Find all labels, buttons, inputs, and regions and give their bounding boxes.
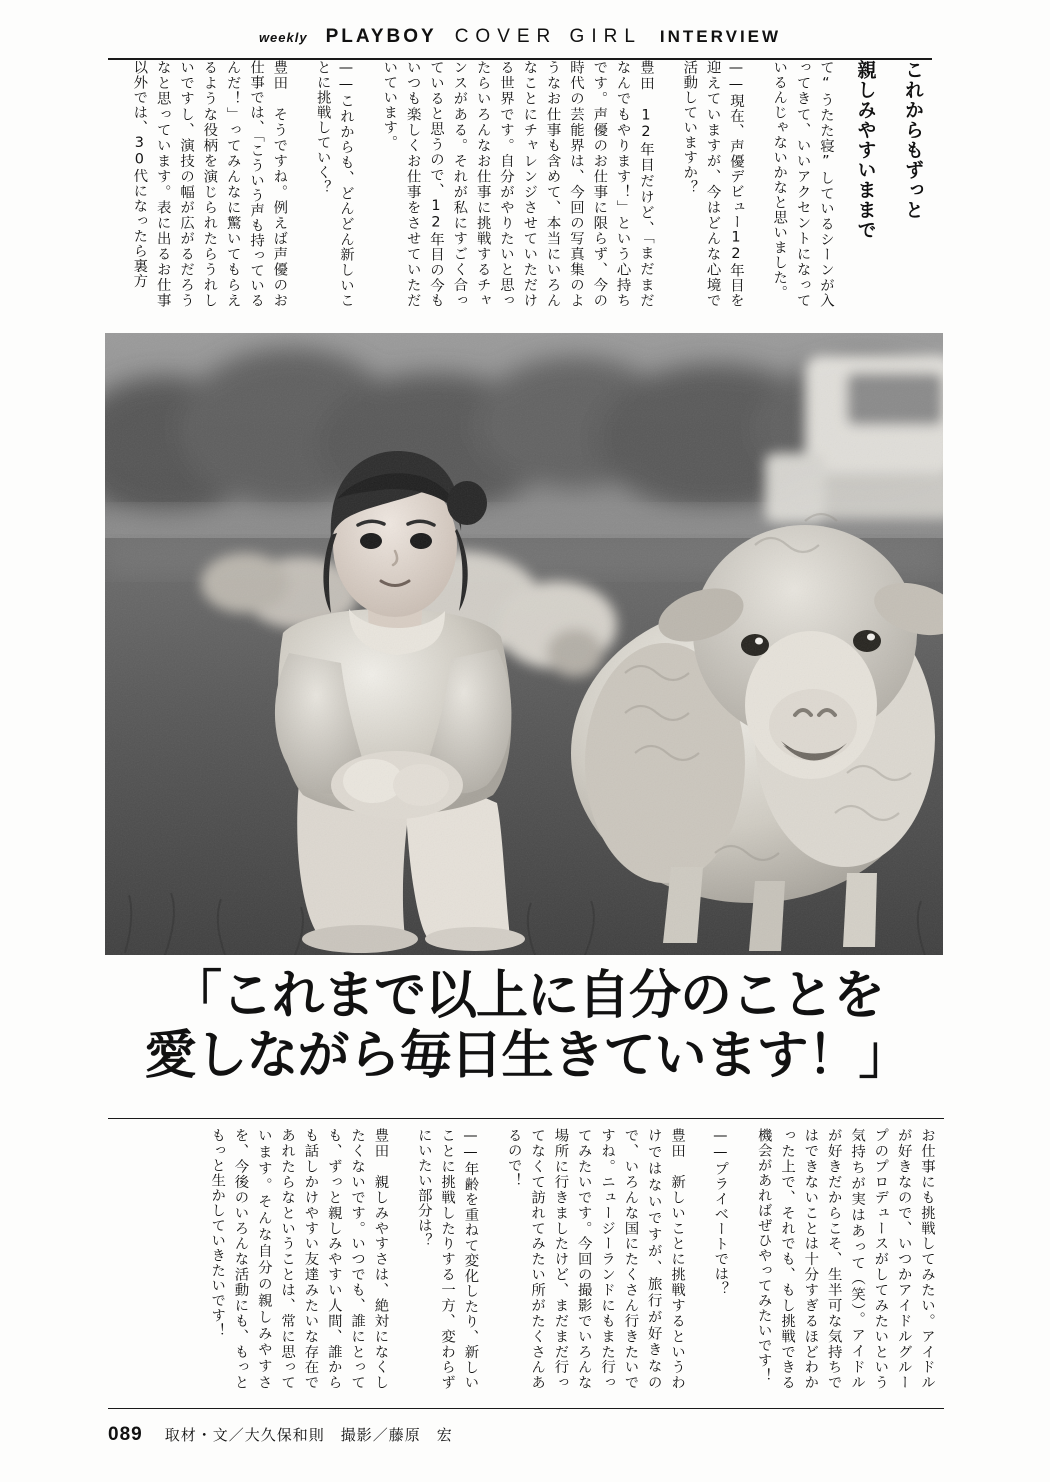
article-column: て“うたた寝”しているシーンが入ってきて、いいアクセントになっているんじゃないかなと思いました。 <box>771 60 834 308</box>
article-column: ——これからも、どんどん新しいことに挑戦していく？ <box>314 60 354 308</box>
masthead-weekly: weekly <box>258 29 308 45</box>
main-photo <box>105 333 943 955</box>
pull-quote-line-2: 愛しながら毎日生きています！」 <box>144 1026 910 1087</box>
page-footer <box>108 1424 453 1446</box>
article-column: お仕事にも挑戦してみたい。アイドルが好きなので、いつかアイドルグループのプロデュースがしてみたいという気持ちが実はあって（笑）。アイドルが好きだからこそ、生半可な気持ちではできないことは十分すぎるほどわかった上で、それでも、もし挑戦できる機会があればぜひやってみたいです！ <box>755 1128 935 1390</box>
article-column: 豊田 12年目だけど、「まだまだなんでもやります！」という心持ちです。声優のお仕事に限らず、今の時代の芸能界は、今回の写真集のようなお仕事も含めて、本当にいろんなことにチャレンジさせていただける世界です。自分がやりたいと思ったらいろんなお仕事に挑戦するチャンスがある。それが私にすごく合っていると思うので、12年目の今もいつも楽しくお仕事をさせていただいています。 <box>381 60 654 308</box>
section-heading-line1: これからもずっと <box>902 60 924 220</box>
article-column: 豊田 そうですね。例えば声優のお仕事では、「こういう声も持っているんだ！」ってみんなに驚いてもらえるような役柄を演じられたらうれしいですし、演技の幅が広がるだろうなと思っています。表に出るお仕事以外では、30代になったら裏方 <box>131 60 288 308</box>
masthead-interview: INTERVIEW <box>659 27 782 46</box>
top-article-columns <box>108 60 932 310</box>
photo-illustration <box>105 333 943 955</box>
masthead-playboy: PLAYBOY <box>325 26 437 47</box>
divider-top <box>108 1118 944 1119</box>
article-column: ——現在、声優デビュー12年目を迎えていますが、今はどんな心境で活動していますか？ <box>681 60 744 308</box>
article-column: 豊田 新しいことに挑戦するというわけではないですが、旅行が好きなので、いろんな国にたくさん行きたいですね。ニュージーランドにもまた行ってみたいです。今回の撮影でいろんな場所に行きましたけど、まだまだ行ってなくて訪れてみたい所がたくさんあるので！ <box>505 1128 686 1390</box>
pull-quote <box>108 966 946 1087</box>
pull-quote-line-1: 「これまで以上に自分のことを <box>169 966 884 1026</box>
photo-credits: 取材・文／大久保和則 撮影／藤原 宏 <box>164 1426 453 1444</box>
page-number: 089 <box>108 1424 143 1445</box>
bottom-article-columns <box>108 1128 938 1394</box>
section-heading-line2: 親しみやすいままで <box>854 60 877 240</box>
divider-bottom <box>108 1408 944 1409</box>
masthead <box>108 22 932 60</box>
masthead-cover-girl: COVER GIRL <box>454 26 642 47</box>
article-column: 豊田 親しみやすさは、絶対になくしたくないです。いつでも、誰にとっても、ずっと親しみやすい人間、誰からも話しかけやすい友達みたいな存在であれたらなということは、常に思っています。そんな自分の親しみやすさを、今後のいろんな活動にも、もっともっと生かしていきたいです！ <box>209 1128 389 1390</box>
article-column: ——年齢を重ねて変化したり、新しいことに挑戦したりする一方、変わらずにいたい部分は？ <box>415 1128 479 1390</box>
article-column: ——プライベートでは？ <box>712 1128 729 1297</box>
